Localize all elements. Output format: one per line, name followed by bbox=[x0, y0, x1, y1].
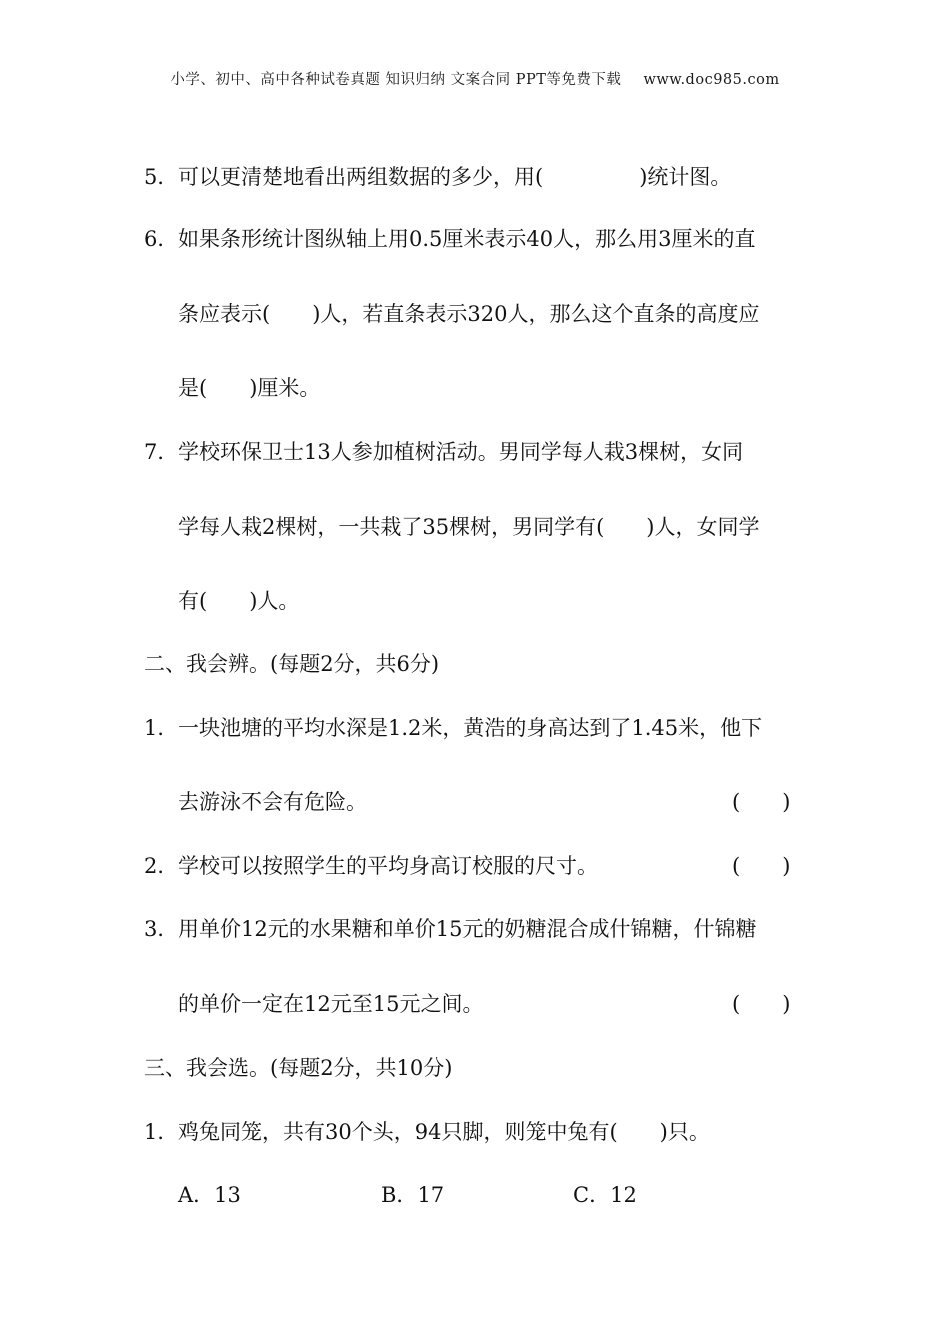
option-label: B． bbox=[381, 1183, 418, 1207]
question-text: 如果条形统计图纵轴上用0.5厘米表示40人，那么用3厘米的直 bbox=[178, 227, 756, 251]
option-label: A． bbox=[178, 1183, 215, 1207]
judge-answer-box[interactable]: ( ) bbox=[732, 854, 791, 878]
judge-question-3-line-2: 的单价一定在12元至15元之间。 bbox=[178, 992, 484, 1016]
header-text: 小学、初中、高中各种试卷真题 知识归纳 文案合同 PPT等免费下载 bbox=[170, 72, 622, 88]
question-text: )统计图。 bbox=[639, 165, 732, 189]
question-text: )人，若直条表示320人，那么这个直条的高度应 bbox=[312, 302, 760, 326]
option-value: 13 bbox=[214, 1183, 241, 1207]
question-text: 学每人栽2棵树，一共栽了35棵树，男同学有( bbox=[178, 515, 605, 539]
question-text: 有( bbox=[178, 589, 208, 613]
question-text: 一块池塘的平均水深是1.2米，黄浩的身高达到了1.45米，他下 bbox=[178, 716, 763, 740]
question-7-line-2 bbox=[178, 514, 759, 540]
question-6-line-2 bbox=[178, 301, 759, 327]
judge-question-1-line-1 bbox=[144, 715, 762, 741]
question-text: 学校环保卫士13人参加植树活动。男同学每人栽3棵树，女同 bbox=[178, 440, 744, 464]
judge-question-2 bbox=[144, 853, 598, 879]
question-number: 2． bbox=[144, 854, 179, 878]
question-number: 1． bbox=[144, 716, 179, 740]
option-b[interactable] bbox=[381, 1182, 444, 1208]
judge-answer-box[interactable]: ( ) bbox=[732, 992, 791, 1016]
section-3-title: 三、我会选。(每题2分，共10分) bbox=[144, 1056, 453, 1080]
question-number: 5． bbox=[144, 165, 179, 189]
question-5 bbox=[144, 164, 731, 190]
question-text: 是( bbox=[178, 376, 208, 400]
question-text: 用单价12元的水果糖和单价15元的奶糖混合成什锦糖，什锦糖 bbox=[178, 917, 757, 941]
question-number: 3． bbox=[144, 917, 179, 941]
option-c[interactable] bbox=[573, 1182, 637, 1208]
question-text: )人，女同学 bbox=[646, 515, 760, 539]
option-value: 17 bbox=[417, 1183, 445, 1207]
question-text: 可以更清楚地看出两组数据的多少，用( bbox=[178, 165, 544, 189]
section-2-title: 二、我会辨。(每题2分，共6分) bbox=[144, 652, 440, 676]
judge-answer-box[interactable]: ( ) bbox=[732, 790, 791, 814]
option-a[interactable] bbox=[178, 1182, 241, 1208]
question-text: 条应表示( bbox=[178, 302, 271, 326]
question-6-line-1 bbox=[144, 226, 755, 252]
question-number: 6． bbox=[144, 227, 179, 251]
header-site: www.doc985.com bbox=[643, 72, 780, 88]
question-text: 鸡兔同笼，共有30个头，94只脚，则笼中兔有( bbox=[178, 1120, 618, 1144]
question-7-line-1 bbox=[144, 439, 743, 465]
option-value: 12 bbox=[610, 1183, 637, 1207]
question-7-line-3 bbox=[178, 588, 299, 614]
page-header bbox=[0, 68, 950, 89]
question-text: )厘米。 bbox=[249, 376, 321, 400]
question-6-line-3 bbox=[178, 375, 320, 401]
question-text: 学校可以按照学生的平均身高订校服的尺寸。 bbox=[178, 854, 598, 878]
judge-question-1-line-2: 去游泳不会有危险。 bbox=[178, 790, 367, 814]
question-text: )只。 bbox=[659, 1120, 710, 1144]
judge-question-3-line-1 bbox=[144, 916, 756, 942]
option-label: C． bbox=[573, 1183, 611, 1207]
question-number: 1． bbox=[144, 1120, 179, 1144]
question-text: )人。 bbox=[249, 589, 300, 613]
choice-question-1 bbox=[144, 1119, 710, 1145]
question-number: 7． bbox=[144, 440, 179, 464]
